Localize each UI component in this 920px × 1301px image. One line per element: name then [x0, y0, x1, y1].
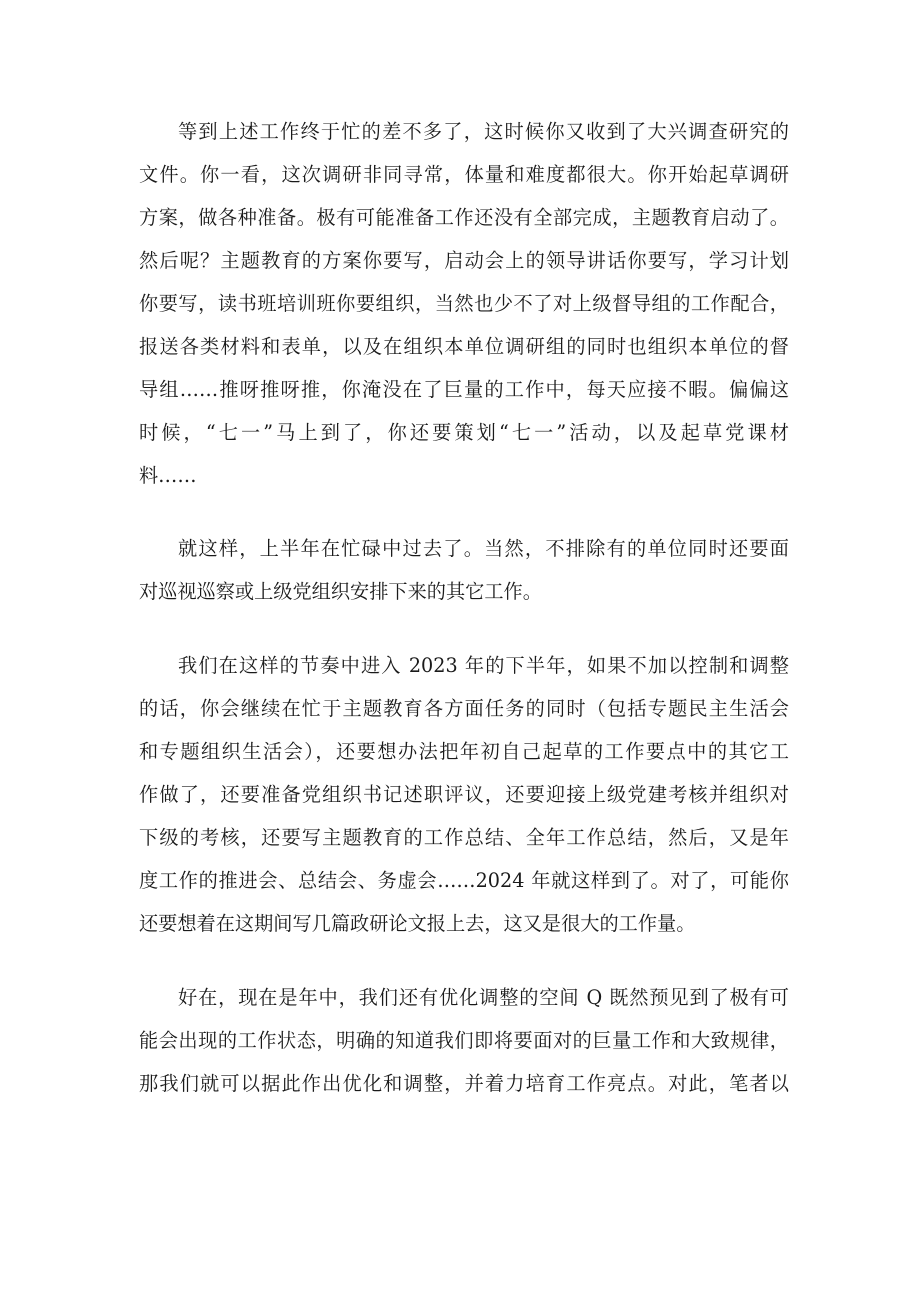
- paragraph-line: 好在，现在是年中，我们还有优化调整的空间 Q 既然预见到了极有可: [178, 986, 789, 1009]
- paragraph-line: 我们在这样的节奏中进入 2023 年的下半年，如果不加以控制和调整: [178, 654, 789, 677]
- paragraph-line: 料……: [139, 464, 197, 487]
- paragraph-line: 就这样，上半年在忙碌中过去了。当然，不排除有的单位同时还要面: [178, 537, 789, 560]
- paragraph-line: 导组……推呀推呀推，你淹没在了巨量的工作中，每天应接不暇。偏偏这: [139, 378, 789, 401]
- paragraph-line: 文件。你一看，这次调研非同寻常，体量和难度都很大。你开始起草调研: [139, 163, 789, 186]
- paragraph-line: 和专题组织生活会），还要想办法把年初自己起草的工作要点中的其它工: [139, 740, 789, 763]
- paragraph-line: 度工作的推进会、总结会、务虚会……2024 年就这样到了。对了，可能你: [139, 869, 789, 892]
- paragraph-line: 你要写，读书班培训班你要组织，当然也少不了对上级督导组的工作配合，: [139, 292, 789, 315]
- paragraph-line: 的话，你会继续在忙于主题教育各方面任务的同时（包括专题民主生活会: [139, 697, 789, 720]
- paragraph-line: 能会出现的工作状态，明确的知道我们即将要面对的巨量工作和大致规律，: [139, 1029, 789, 1052]
- paragraph-line: 时候，“七一”马上到了，你还要策划“七一”活动，以及起草党课材: [139, 421, 789, 444]
- paragraph-line: 然后呢？主题教育的方案你要写，启动会上的领导讲话你要写，学习计划: [139, 249, 789, 272]
- paragraph-line: 报送各类材料和表单，以及在组织本单位调研组的同时也组织本单位的督: [139, 335, 789, 358]
- paragraph-line: 作做了，还要准备党组织书记述职评议，还要迎接上级党建考核并组织对: [139, 783, 789, 806]
- paragraph-line: 等到上述工作终于忙的差不多了，这时候你又收到了大兴调查研究的: [178, 120, 789, 143]
- paragraph-line: 对巡视巡察或上级党组织安排下来的其它工作。: [139, 580, 542, 603]
- paragraph-line: 那我们就可以据此作出优化和调整，并着力培育工作亮点。对此，笔者以: [139, 1072, 789, 1095]
- paragraph-line: 方案，做各种准备。极有可能准备工作还没有全部完成，主题教育启动了。: [139, 206, 789, 229]
- paragraph-line: 下级的考核，还要写主题教育的工作总结、全年工作总结，然后，又是年: [139, 826, 789, 849]
- paragraph-line: 还要想着在这期间写几篇政研论文报上去，这又是很大的工作量。: [139, 912, 696, 935]
